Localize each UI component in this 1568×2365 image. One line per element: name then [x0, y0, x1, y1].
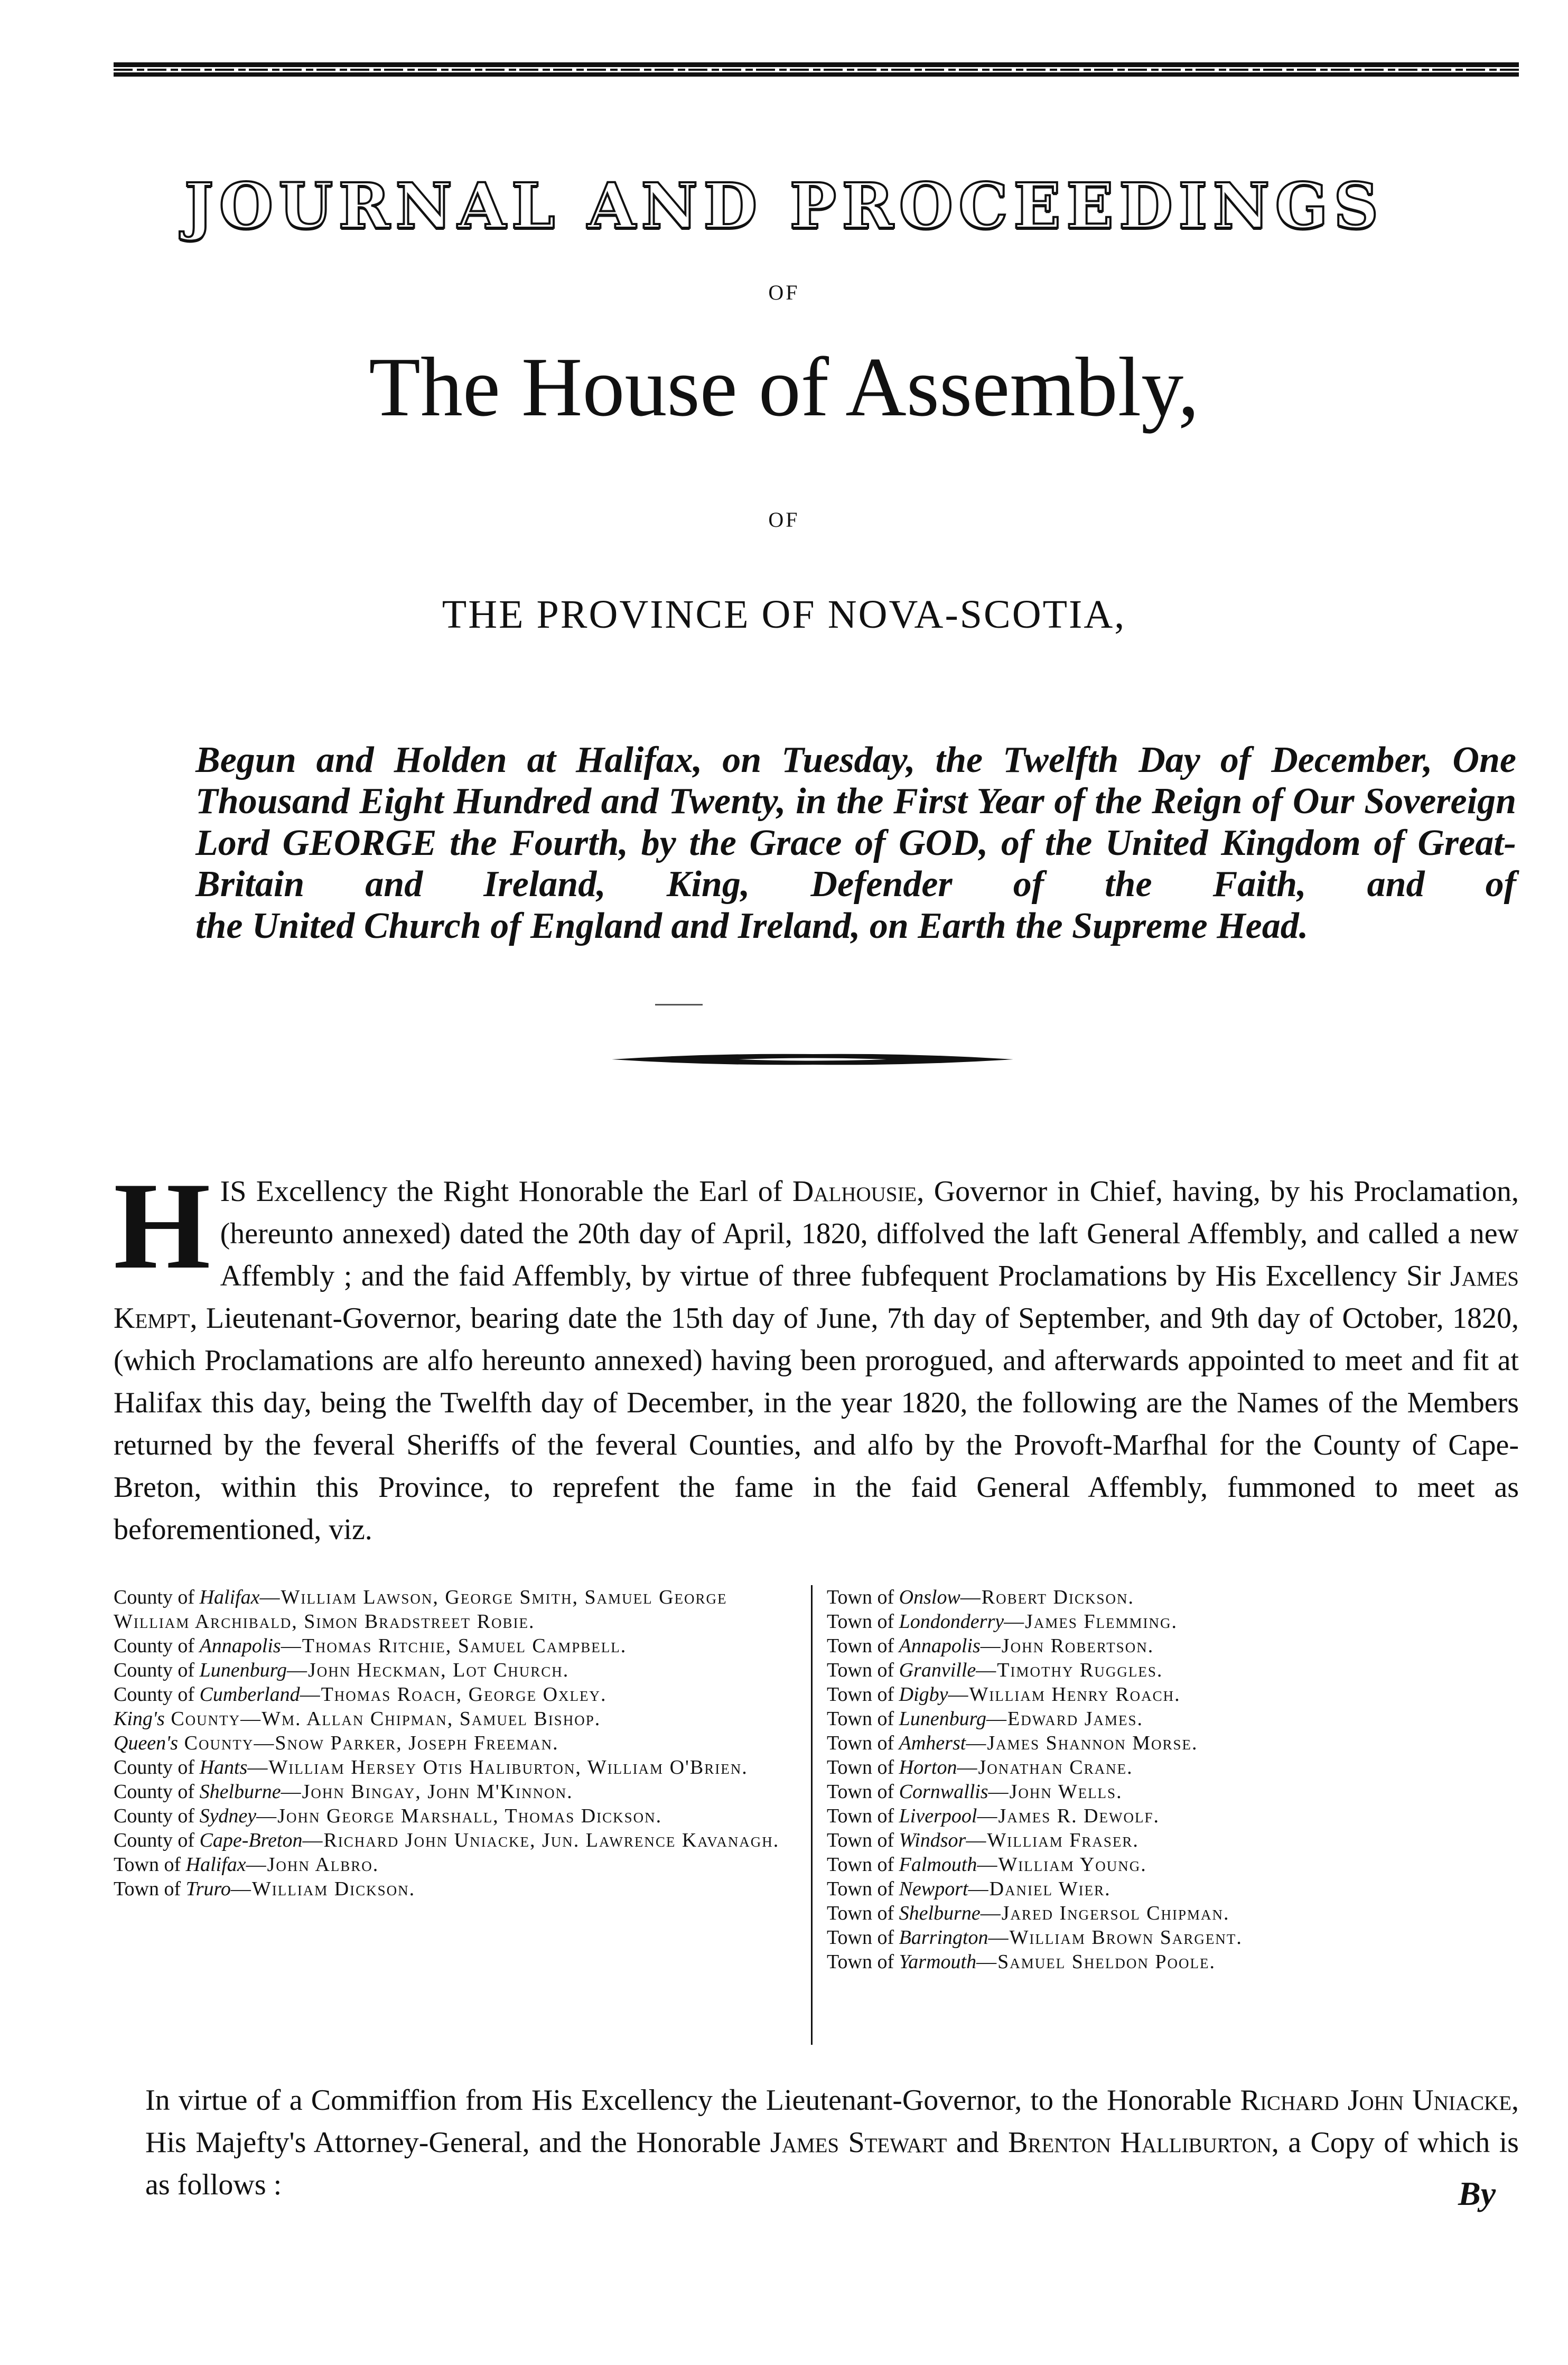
constituency-name: Barrington [899, 1926, 988, 1949]
begun-line: Thousand Eight Hundred and Twenty, in the First Year of the Reign of Our [195, 781, 1355, 822]
member-entry: County of Cumberland—Thomas Roach, George Oxley. [114, 1683, 607, 1706]
member-entry [114, 1707, 795, 1731]
top-ornamental-rule [114, 62, 1519, 77]
member-names: County—Wm. Allan Chipman, Samuel Bishop. [164, 1708, 601, 1730]
name-kempt: James Kempt [114, 1260, 1519, 1335]
constituency-name: Lunenburg [899, 1708, 987, 1730]
constituency-name: Queen's [114, 1732, 179, 1754]
member-names: —Daniel Wier. [968, 1878, 1111, 1900]
member-names: —Richard John Uniacke, Jun. Lawrence Kavanagh. [302, 1829, 780, 1851]
member-names: —Jared Ingersol Chipman. [980, 1902, 1230, 1924]
member-entry: County of Hants—William Hersey Otis Haliburton, William O'Brien. [114, 1756, 748, 1779]
begun-line: Sovereign Lord GEORGE the Fourth, by the Grace of GOD, of the United [195, 781, 1516, 863]
member-names: —John Wells. [988, 1781, 1123, 1803]
member-names: —William Young. [977, 1854, 1147, 1876]
begun-line: the United Church of England and Ireland, on Earth the Supreme Head. [195, 905, 1309, 946]
member-entry: Town of Windsor—William Fraser. [827, 1829, 1139, 1851]
member-names: —John Bingay, John M'Kinnon. [281, 1781, 573, 1803]
constituency-name: Hants [199, 1756, 248, 1779]
member-names: —John Robertson. [980, 1635, 1154, 1657]
catchword: By [1458, 2175, 1496, 2212]
commission-paragraph: In virtue of a Commiffion from His Excellency the Lieutenant-Governor, to the Honorable Richard John Uniacke, His Majefty's Attorney-General, and the Honorable James Stewart and Brenton Halliburton, a Copy of which is as follows : [145, 2084, 1519, 2201]
member-names: —Edward James. [986, 1708, 1144, 1730]
member-entry: County of Lunenburg—John Heckman, Lot Church. [114, 1659, 570, 1681]
begun-line: Begun and Holden at Halifax, on Tuesday, the Twelfth Day of December, One [195, 740, 1516, 780]
constituency-name: Truro [185, 1878, 231, 1900]
members-list-left [114, 1585, 795, 1901]
ornamental-divider [612, 1049, 1013, 1070]
member-entry: Town of Liverpool—James R. Dewolf. [827, 1805, 1160, 1827]
constituency-name: King's [114, 1708, 165, 1730]
member-names: —James Flemming. [1004, 1610, 1178, 1633]
member-names: —Robert Dickson. [960, 1586, 1134, 1608]
member-entry: Town of Shelburne—Jared Ingersol Chipman. [827, 1902, 1230, 1924]
member-names: —William Dickson. [230, 1878, 416, 1900]
name-halliburton: Brenton Halliburton [1008, 2126, 1272, 2159]
constituency-name: Granville [899, 1659, 976, 1681]
member-names: —William Brown Sargent. [988, 1926, 1243, 1949]
column-divider [811, 1585, 813, 2045]
member-names: —Samuel Sheldon Poole. [976, 1951, 1216, 1973]
member-entry: Town of Falmouth—William Young. [827, 1854, 1147, 1876]
member-entry: Town of Horton—Jonathan Crane. [827, 1756, 1133, 1779]
constituency-name: Windsor [899, 1829, 966, 1851]
member-names: —William Henry Roach. [948, 1683, 1181, 1706]
member-names: —John George Marshall, Thomas Dickson. [256, 1805, 662, 1827]
member-entry: Town of Newport—Daniel Wier. [827, 1878, 1111, 1900]
constituency-name: Horton [899, 1756, 957, 1779]
constituency-name: Newport [899, 1878, 968, 1900]
member-entry: Town of Londonderry—James Flemming. [827, 1610, 1178, 1633]
member-entry: Town of Halifax—John Albro. [114, 1854, 379, 1876]
member-entry: County of Annapolis—Thomas Ritchie, Samuel Campbell. [114, 1635, 627, 1657]
name-dalhousie: Dalhousie [792, 1175, 917, 1208]
member-entry: Town of Granville—Timothy Ruggles. [827, 1659, 1163, 1681]
member-names: —William Fraser. [966, 1829, 1139, 1851]
constituency-name: Cornwallis [899, 1781, 988, 1803]
name-stewart: James Stewart [770, 2126, 947, 2159]
title-of-2: OF [768, 508, 800, 532]
short-divider [655, 1004, 703, 1005]
constituency-name: Halifax [185, 1854, 246, 1876]
drop-cap: H [114, 1157, 211, 1295]
constituency-name: Onslow [899, 1586, 960, 1608]
member-entry: Town of Truro—William Dickson. [114, 1878, 416, 1900]
province-title: THE PROVINCE OF NOVA-SCOTIA, [442, 592, 1126, 637]
constituency-name: Lunenburg [199, 1659, 287, 1681]
opening-paragraph: H IS Excellency the Right Honorable the Earl of Dalhousie, Governor in Chief, having, by his Proclamation, (hereunto annexed) dated the 20th day of April, 1820, diffolved the laft General Affembly, and called a new Affembly ; and the faid Affembly, by virtue of three fubfequent Proclamations by His Excellency Sir James Kempt, Lieutenant-Governor, bearing date the 15th day of June, 7th day of September, and 9th day of October, 1820, (which Proclamations are alfo hereunto annexed) having been prorogued, and afterwards appointed to meet and fit at Halifax this day, being the Twelfth day of December, in the year 1820, the following are the Names of the Members returned by the feveral Sheriffs of the feveral Counties, and alfo by the Provoft-Marfhal for the County of Cape-Breton, within this Province, to reprefent the fame in the faid General Affembly, fummoned to meet as beforementioned, viz. [114, 1157, 1519, 1546]
constituency-name: Cumberland [199, 1683, 300, 1706]
member-entry: Town of Lunenburg—Edward James. [827, 1708, 1144, 1730]
member-entry: County of Halifax—William Lawson, George Smith, Samuel George William Archibald, Simon Bradstreet Robie. [114, 1586, 727, 1633]
constituency-name: Shelburne [899, 1902, 981, 1924]
member-names: —James Shannon Morse. [966, 1732, 1198, 1754]
constituency-name: Digby [899, 1683, 948, 1706]
members-list-right [827, 1585, 1514, 1974]
member-entry: County of Sydney—John George Marshall, Thomas Dickson. [114, 1805, 662, 1827]
member-entry: Town of Cornwallis—John Wells. [827, 1781, 1123, 1803]
member-names: —Thomas Ritchie, Samuel Campbell. [281, 1635, 627, 1657]
title-of-1: OF [768, 281, 800, 304]
constituency-name: Cape-Breton [199, 1829, 303, 1851]
member-entry: Town of Annapolis—John Robertson. [827, 1635, 1154, 1657]
member-entry: Town of Digby—William Henry Roach. [827, 1683, 1181, 1706]
house-title: The House of Assembly, [369, 340, 1199, 434]
constituency-name: Falmouth [899, 1854, 977, 1876]
member-entry: County of Shelburne—John Bingay, John M'Kinnon. [114, 1781, 573, 1803]
member-entry: Town of Barrington—William Brown Sargent. [827, 1926, 1243, 1949]
member-entry: Town of Amherst—James Shannon Morse. [827, 1732, 1198, 1754]
member-entry: County of Cape-Breton—Richard John Uniacke, Jun. Lawrence Kavanagh. [114, 1829, 780, 1851]
member-entry [114, 1731, 795, 1755]
member-entry: Town of Yarmouth—Samuel Sheldon Poole. [827, 1951, 1216, 1973]
constituency-name: Liverpool [899, 1805, 977, 1827]
member-names: —William Hersey Otis Haliburton, William O'Brien. [247, 1756, 748, 1779]
member-entry: Town of Onslow—Robert Dickson. [827, 1586, 1134, 1608]
begun-line: Kingdom of Great-Britain and Ireland, King, Defender of the Faith, and of [195, 822, 1516, 905]
constituency-name: Annapolis [899, 1635, 981, 1657]
member-names: —Thomas Roach, George Oxley. [300, 1683, 607, 1706]
member-names: —William Lawson, George Smith, Samuel George William Archibald, Simon Bradstreet Robie. [114, 1586, 727, 1633]
member-names: —Timothy Ruggles. [976, 1659, 1163, 1681]
constituency-name: Londonderry [899, 1610, 1004, 1633]
member-names: County—Snow Parker, Joseph Freeman. [178, 1732, 559, 1754]
constituency-name: Yarmouth [899, 1951, 977, 1973]
member-names: —John Albro. [246, 1854, 379, 1876]
constituency-name: Shelburne [199, 1781, 281, 1803]
constituency-name: Amherst [899, 1732, 966, 1754]
constituency-name: Halifax [199, 1586, 260, 1608]
begun-statement [195, 740, 1516, 947]
name-uniacke: Richard John Uniacke [1240, 2084, 1512, 2117]
member-names: —John Heckman, Lot Church. [286, 1659, 570, 1681]
constituency-name: Annapolis [199, 1635, 281, 1657]
member-names: —Jonathan Crane. [957, 1756, 1133, 1779]
page-title: JOURNAL AND PROCEEDINGS [184, 169, 1384, 243]
member-names: —James R. Dewolf. [977, 1805, 1160, 1827]
constituency-name: Sydney [199, 1805, 257, 1827]
